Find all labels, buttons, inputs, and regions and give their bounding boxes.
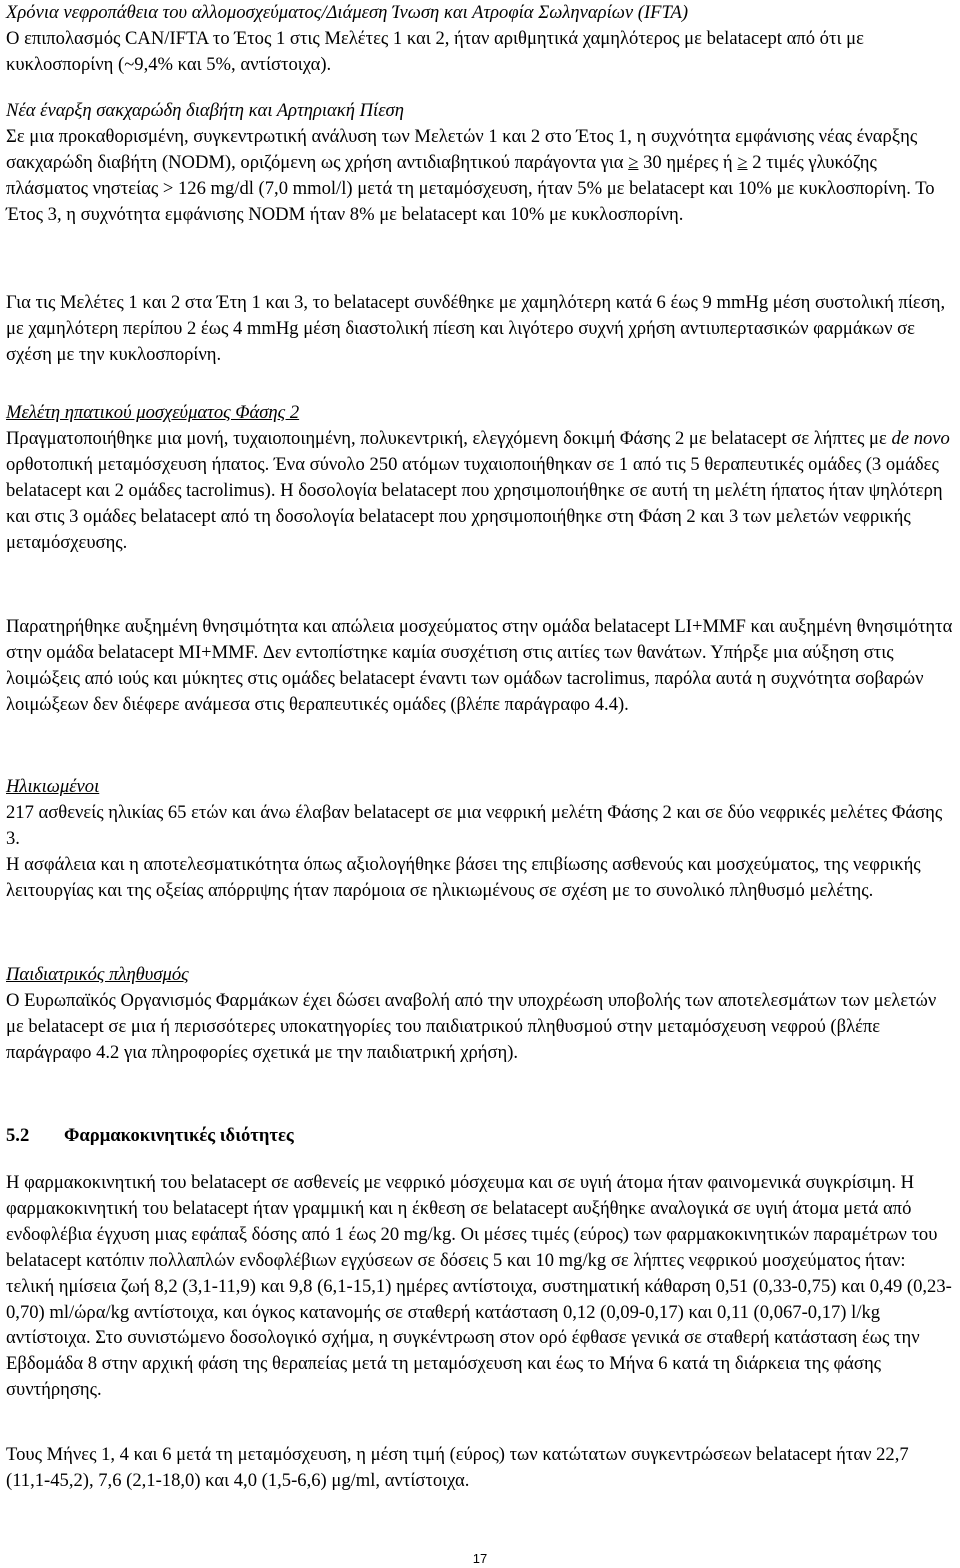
liver-study-heading: Μελέτη ηπατικού μοσχεύματος Φάσης 2 [6,402,300,423]
ifta-heading: Χρόνια νεφροπάθεια του αλλομοσχεύματος/Διάμεση Ίνωση και Ατροφία Σωληναρίων (IFTA) [6,2,689,23]
nodm-paragraph [6,124,956,228]
page-number: 17 [472,1551,488,1566]
section-heading-5-2 [6,1124,294,1148]
elderly-paragraph-1: 217 ασθενείς ηλικίας 65 ετών και άνω έλαβαν belatacept σε μια νεφρική μελέτη Φάσης 2 και σε δύο νεφρικές μελέτες Φάσης 3. [6,802,943,849]
liver-text-part-2: ορθοτοπική μεταμόσχευση ήπατος. Ένα σύνολο 250 ατόμων τυχαιοποιήθηκαν σε 1 από τις 5 θεραπευτικές ομάδες (3 ομάδες belatacept και 2 ομάδες tacrolimus). Η δοσολογία belatacept που χρησιμοποιήθηκε σε αυτή τη μελέτη ήπατος ήταν ψηλότερη και στις 3 ομάδες belatacept από τη δοσολογία belatacept που χρησιμοποιήθηκε στη Φάση 2 και 3 των μελετών νεφρικής μεταμόσχευσης. [6,453,943,553]
nodm-text-part-1: Σε μια προκαθορισμένη, συγκεντρωτική ανάλυση των Μελετών 1 και 2 στο Έτος 1, η συχνότητα εμφάνισης νέας έναρξης σακχαρώδη διαβήτη (NODM), οριζόμενη ως χρήση αντιδιαβητικού παράγοντα για [6,126,918,173]
pediatric-paragraph: Ο Ευρωπαϊκός Οργανισμός Φαρμάκων έχει δώσει αναβολή από την υποχρέωση υποβολής των αποτελεσμάτων των μελετών με belatacept σε μια ή περισσότερες υποκατηγορίες του παιδιατρικού πληθυσμού στην μεταμόσχευση νεφρού (βλέπε παράγραφο 4.2 για πληροφορίες σχετικά με την παιδιατρική χρήση). [6,990,937,1063]
section-number: 5.2 [6,1125,30,1146]
nodm-text-part-3: 2 τιμές γλυκόζης πλάσματος νηστείας > 126 mg/dl (7,0 mmol/l) μετά τη μεταμόσχευση, ήταν 5% με belatacept και 10% με κυκλοσπορίνη. Το Έτος 3, η συχνότητα εμφάνισης NODM ήταν 8% με belatacept και 10% με κυκλοσπορίνη. [6,151,935,225]
nodm-text-part-2: 30 ημέρες ή [643,151,733,173]
geq-symbol: ≥ [628,151,639,173]
elderly-heading: Ηλικιωμένοι [6,776,100,797]
blood-pressure-paragraph: Για τις Μελέτες 1 και 2 στα Έτη 1 και 3, το belatacept συνδέθηκε με χαμηλότερη κατά 6 έως 9 mmHg μέση συστολική πίεση, με χαμηλότερη περίπου 2 έως 4 mmHg μέση διαστολική πίεση και λιγότερο συχνή χρήση αντιυπερτασικών φαρμάκων σε σχέση με την κυκλοσπορίνη. [6,292,946,365]
liver-study-paragraph [6,426,956,556]
elderly-paragraph-2: Η ασφάλεια και η αποτελεσματικότητα όπως αξιολογήθηκε βάσει της επιβίωσης ασθενούς και μοσχεύματος, της νεφρικής λειτουργίας και της οξείας απόρριψης ήταν παρόμοια σε ηλικιωμένους σε σχέση με το συνολικό πληθυσμό μελέτης. [6,854,921,901]
pharmacokinetics-paragraph: Η φαρμακοκινητική του belatacept σε ασθενείς με νεφρικό μόσχευμα και σε υγιή άτομα ήταν φαινομενικά συγκρίσιμη. Η φαρμακοκινητική του belatacept ήταν γραμμική και η έκθεση σε belatacept αυξήθηκε αναλογικά σε υγιή άτομα μετά από ενδοφλέβια έγχυση μιας εφάπαξ δόσης από 1 έως 20 mg/kg. Οι μέσες τιμές (εύρος) των φαρμακοκινητικών παραμέτρων του belatacept κατόπιν πολλαπλών ενδοφλέβιων εγχύσεων σε δόσεις 5 και 10 mg/kg σε λήπτες νεφρικού μοσχεύματος ήταν: τελική ημίσεια ζωή 8,2 (3,1-11,9) και 9,8 (6,1-15,1) ημέρες αντίστοιχα, συστηματική κάθαρση 0,51 (0,33-0,75) και 0,49 (0,23-0,70) ml/ώρα/kg αντίστοιχα, και όγκος κατανομής σε σταθερή κατάσταση 0,12 (0,09-0,17) και 0,11 (0,067-0,17) l/kg αντίστοιχα. Στο συνιστώμενο δοσολογικό σχήμα, η συγκέντρωση στον ορό έφθασε γενικά σε σταθερή κατάσταση έως την Εβδομάδα 8 στην αρχική φάση της θεραπείας μετά τη μεταμόσχευση και έως το Μήνα 6 κατά τη διάρκεια της φάσης συντήρησης. [6,1172,952,1401]
trough-concentrations-paragraph: Τους Μήνες 1, 4 και 6 μετά τη μεταμόσχευση, η μέση τιμή (εύρος) των κατώτατων συγκεντρώσεων belatacept ήταν 22,7 (11,1-45,2), 7,6 (2,1-18,0) και 4,0 (1,5-6,6) μg/ml, αντίστοιχα. [6,1444,909,1491]
liver-text-part-1: Πραγματοποιήθηκε μια μονή, τυχαιοποιημένη, πολυκεντρική, ελεγχόμενη δοκιμή Φάσης 2 με belatacept σε λήπτες με [6,428,887,449]
pediatric-heading: Παιδιατρικός πληθυσμός [6,964,189,985]
ifta-paragraph: Ο επιπολασμός CAN/IFTA το Έτος 1 στις Μελέτες 1 και 2, ήταν αριθμητικά χαμηλότερος με belatacept από ότι με κυκλοσπορίνη (~9,4% και 5%, αντίστοιχα). [6,28,864,75]
section-title: Φαρμακοκινητικές ιδιότητες [64,1125,294,1146]
geq-symbol: ≥ [737,151,748,173]
de-novo-text: de novo [891,428,950,449]
liver-outcomes-paragraph: Παρατηρήθηκε αυξημένη θνησιμότητα και απώλεια μοσχεύματος στην ομάδα belatacept LI+MMF και αυξημένη θνησιμότητα στην ομάδα belatacept MI+MMF. Δεν εντοπίστηκε καμία συσχέτιση στις αιτίες των θανάτων. Υπήρξε μια αύξηση στις λοιμώξεις από ιούς και μύκητες στις ομάδες belatacept έναντι των ομάδων tacrolimus, παρόλα αυτά η συχνότητα σοβαρών λοιμώξεων δεν διέφερε ανάμεσα στις θεραπευτικές ομάδες (βλέπε παράγραφο 4.4). [6,616,953,715]
nodm-heading: Νέα έναρξη σακχαρώδη διαβήτη και Αρτηριακή Πίεση [6,100,404,121]
